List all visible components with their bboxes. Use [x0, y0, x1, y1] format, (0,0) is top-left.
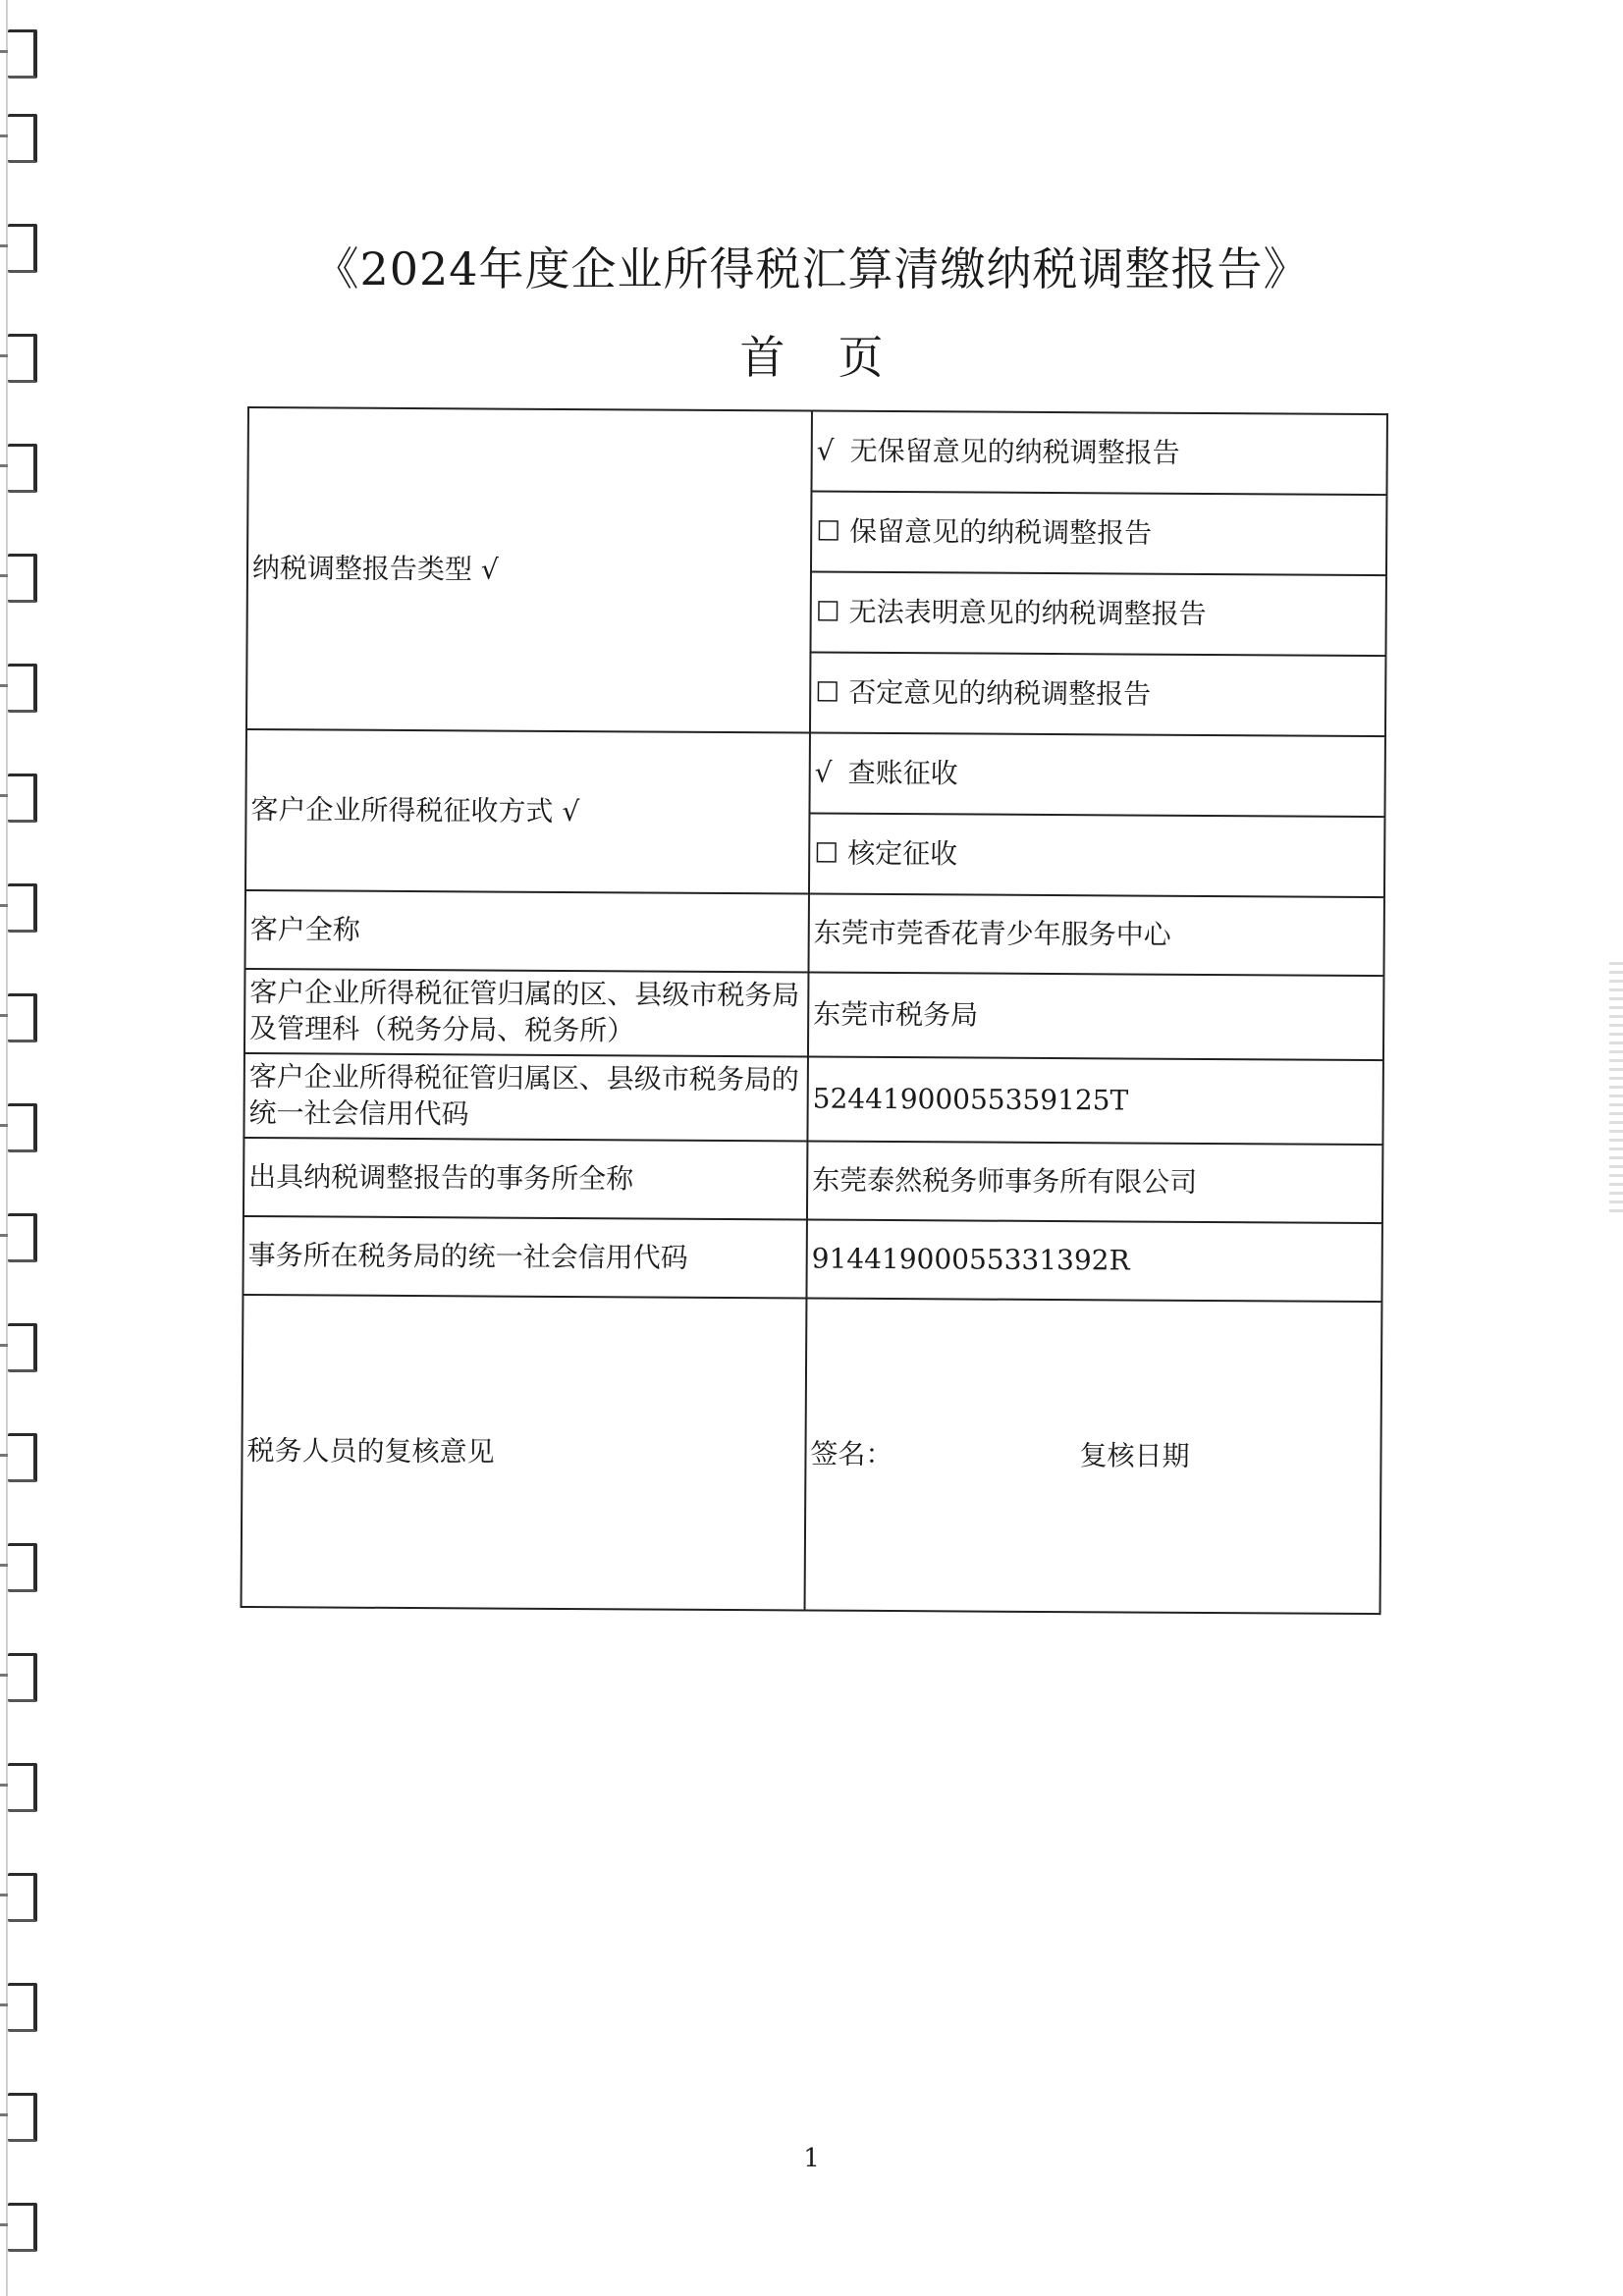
client-credit-code-label: 客户企业所得税征管归属区、县级市税务局的统一社会信用代码: [243, 1053, 808, 1142]
report-type-option-adverse[interactable]: [810, 653, 1385, 737]
firm-credit-code-label: 事务所在税务局的统一社会信用代码: [243, 1216, 806, 1299]
binding-ring-icon: [8, 2203, 37, 2252]
client-name-value: 东莞市莞香花青少年服务中心: [808, 894, 1383, 977]
binding-ring-icon: [8, 2093, 37, 2142]
binding-ring-icon: [8, 1653, 37, 1702]
binding-ring-icon: [8, 1103, 37, 1152]
signature-label: 签名：: [810, 1437, 893, 1470]
binding-ring-icon: [8, 1543, 37, 1592]
page-number: 1: [803, 2144, 820, 2173]
report-cover-table: [241, 406, 1388, 1615]
binding-ring-icon: [8, 883, 37, 933]
binding-ring-icon: [8, 1323, 37, 1372]
binding-ring-icon: [8, 554, 37, 603]
checkbox-icon: ☐: [815, 675, 840, 709]
report-type-option-disclaimer[interactable]: [810, 572, 1385, 657]
signature-blank: [893, 1464, 1079, 1465]
client-name-label: 客户全称: [244, 890, 808, 973]
binding-ring-icon: [8, 1983, 37, 2032]
tax-authority-label: 客户企业所得税征管归属的区、县级市税务局及管理科（税务分局、税务所）: [244, 969, 809, 1057]
binding-ring-icon: [8, 444, 37, 493]
checkbox-icon: ☐: [815, 595, 840, 628]
binding-ring-icon: [8, 993, 37, 1042]
collection-method-option-audit[interactable]: [809, 733, 1384, 818]
report-type-label: 纳税调整报告类型 √: [246, 407, 812, 733]
review-signature-cell[interactable]: [805, 1298, 1382, 1614]
checkbox-icon: ☐: [816, 514, 841, 548]
document-title: 《2024年度企业所得税汇算清缴纳税调整报告》: [313, 242, 1310, 295]
report-type-option-qualified[interactable]: [811, 492, 1386, 576]
option-text: 无法表明意见的纳税调整报告: [848, 595, 1207, 630]
tax-authority-value: 东莞市税务局: [808, 973, 1384, 1061]
binding-ring-icon: [8, 114, 37, 163]
option-text: 保留意见的纳税调整报告: [849, 514, 1153, 550]
binding-ring-icon: [8, 1763, 37, 1812]
binding-ring-icon: [8, 1213, 37, 1262]
option-text: 查账征收: [847, 756, 958, 789]
binding-ring-icon: [8, 774, 37, 823]
option-text: 核定征收: [847, 836, 958, 870]
review-opinion-label: 税务人员的复核意见: [242, 1295, 807, 1611]
option-text: 无保留意见的纳税调整报告: [849, 434, 1180, 469]
collection-method-label: 客户企业所得税征收方式 √: [245, 729, 810, 894]
review-date-label: 复核日期: [1079, 1438, 1190, 1472]
client-credit-code-value: 52441900055359125T: [807, 1057, 1383, 1146]
scan-artifact: [1609, 962, 1623, 1217]
binding-ring-icon: [8, 29, 37, 79]
report-type-option-unqualified[interactable]: [811, 411, 1386, 496]
firm-name-label: 出具纳税调整报告的事务所全称: [243, 1138, 807, 1220]
firm-credit-code-value: 91441900055331392R: [806, 1219, 1381, 1302]
binding-ring-icon: [8, 664, 37, 713]
option-text: 否定意见的纳税调整报告: [848, 675, 1152, 711]
document-subtitle: 首页: [739, 331, 937, 384]
binding-ring-icon: [8, 1873, 37, 1922]
firm-name-value: 东莞泰然税务师事务所有限公司: [807, 1141, 1382, 1223]
checkmark-icon: √: [814, 756, 833, 789]
collection-method-option-assessed[interactable]: [809, 814, 1384, 898]
checkbox-icon: ☐: [814, 836, 839, 870]
checkmark-icon: √: [816, 434, 835, 467]
binding-ring-icon: [8, 1433, 37, 1482]
